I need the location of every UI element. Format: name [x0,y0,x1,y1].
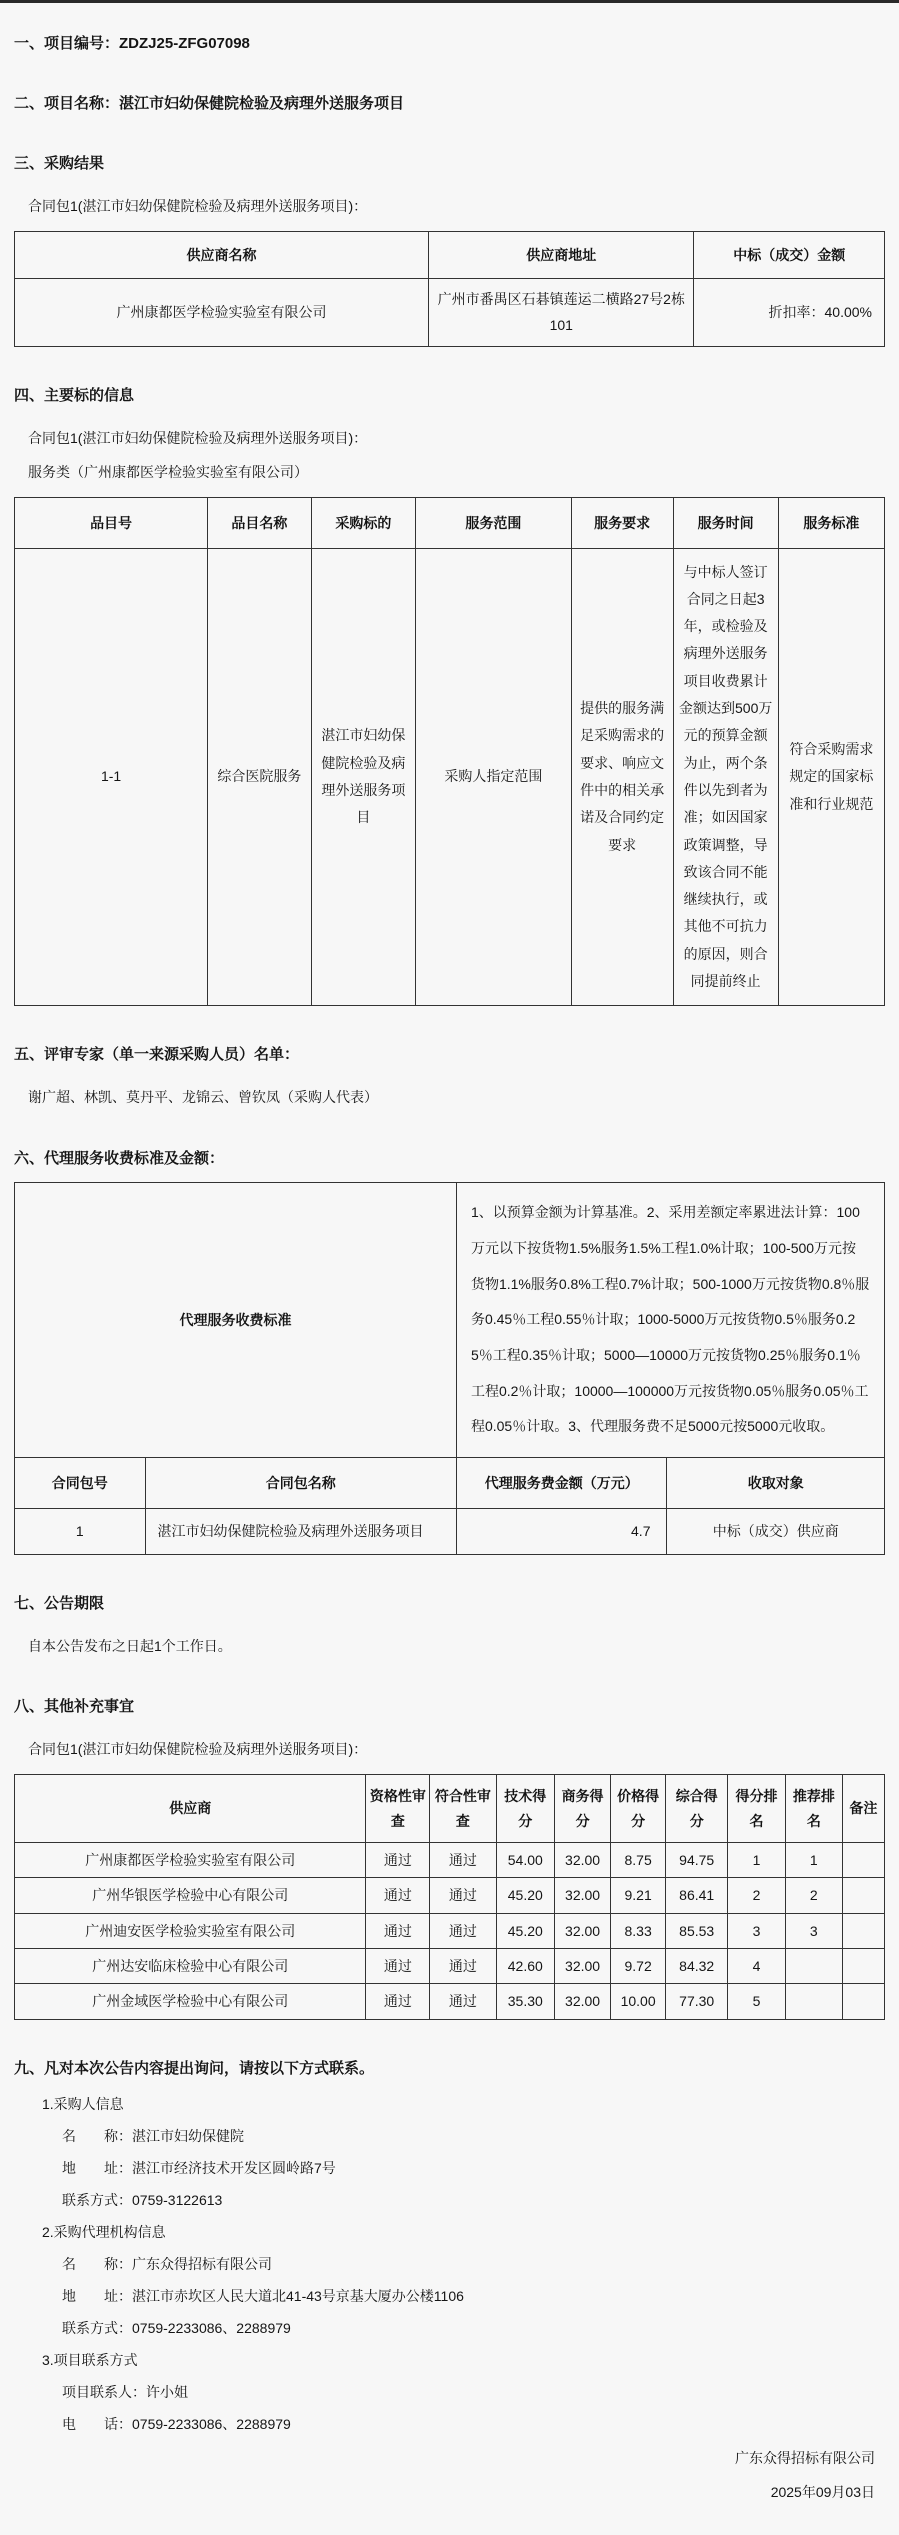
table-row [15,1949,885,1984]
column-header-service-time: 服务时间 [673,497,778,548]
table-row [15,1984,885,2019]
table-cell: 提供的服务满足采购需求的要求、响应文件中的相关承诺及合同约定要求 [571,548,673,1006]
table-cell: 85.53 [666,1913,728,1948]
table-header-row [15,1457,885,1508]
column-header-service-requirement: 服务要求 [571,497,673,548]
agent-info-title: 2.采购代理机构信息 [42,2223,166,2240]
section-supplementary-title: 八、其他补充事宜 [14,1698,135,1716]
buyer-name: 名 称：湛江市妇幼保健院 [62,2127,244,2144]
subject-category-label: 服务类（广州康都医学检验实验室有限公司） [28,463,308,480]
table-cell: 综合医院服务 [208,548,312,1006]
project-name-value: 湛江市妇幼保健院检验及病理外送服务项目 [119,95,405,112]
table-cell: 湛江市妇幼保健院检验及病理外送服务项目 [311,548,415,1006]
table-cell: 32.00 [555,1949,611,1984]
table-cell: 77.30 [666,1984,728,2019]
table-cell: 通过 [430,1843,496,1878]
project-contact-phone: 电 话：0759-2233086、2288979 [62,2415,291,2432]
table-row [15,1878,885,1913]
agency-fee-table [14,1182,885,1554]
table-cell: 45.20 [496,1878,555,1913]
table-row [15,1913,885,1948]
table-cell [842,1843,884,1878]
table-cell: 广州金域医学检验中心有限公司 [15,1984,366,2019]
buyer-info-title: 1.采购人信息 [42,2095,124,2112]
table-cell: 1 [728,1843,786,1878]
section-agency-fee-title: 六、代理服务收费标准及金额： [14,1150,225,1168]
experts-list: 谢广超、林凯、莫丹平、龙锦云、曾钦凤（采购人代表） [28,1089,378,1106]
table-cell [842,1878,884,1913]
column-header-remark: 备注 [842,1775,884,1843]
section-notice-period-title: 七、公告期限 [14,1594,105,1612]
table-cell: 32.00 [555,1843,611,1878]
column-header-conformity-review: 符合性审查 [430,1775,496,1843]
column-header-recommend-rank: 推荐排名 [785,1775,842,1843]
table-row [15,278,885,346]
table-cell: 3 [728,1913,786,1948]
table-cell: 广州康都医学检验实验室有限公司 [15,1843,366,1878]
score-package-label: 合同包1(湛江市妇幼保健院检验及病理外送服务项目)： [28,1741,368,1758]
table-cell: 通过 [366,1949,430,1984]
table-row [15,1508,885,1554]
section-procurement-result-title: 三、采购结果 [14,155,105,172]
subject-package-label: 合同包1(湛江市妇幼保健院检验及病理外送服务项目)： [28,429,368,446]
table-cell: 广州康都医学检验实验室有限公司 [15,278,429,346]
table-cell: 1 [15,1508,146,1554]
column-header-total-score: 综合得分 [666,1775,728,1843]
table-cell: 32.00 [555,1878,611,1913]
table-cell: 9.21 [611,1878,666,1913]
table-cell: 通过 [430,1949,496,1984]
project-contact-title: 3.项目联系方式 [42,2351,138,2368]
column-header-package-no: 合同包号 [15,1457,146,1508]
table-cell [842,1913,884,1948]
agent-name: 名 称：广东众得招标有限公司 [62,2255,272,2272]
table-cell: 广州市番禺区石碁镇莲运二横路27号2栋101 [429,278,694,346]
table-cell: 4 [728,1949,786,1984]
column-header-fee-amount: 代理服务费金额（万元） [456,1457,667,1508]
table-cell: 10.00 [611,1984,666,2019]
page-top-divider [0,0,899,3]
table-cell: 45.20 [496,1913,555,1948]
column-header-service-standard: 服务标准 [778,497,884,548]
notice-period-text: 自本公告发布之日起1个工作日。 [28,1637,232,1654]
column-header-supplier-name: 供应商名称 [15,231,429,278]
table-cell: 32.00 [555,1984,611,2019]
project-name-label: 二、项目名称： [14,95,120,112]
column-header-fee-payer: 收取对象 [667,1457,885,1508]
table-cell: 1 [785,1843,842,1878]
footer-date: 2025年09月03日 [770,2483,875,2500]
table-cell: 4.7 [456,1508,667,1554]
evaluation-score-table [14,1774,885,2019]
column-header-score-rank: 得分排名 [728,1775,786,1843]
table-cell: 湛江市妇幼保健院检验及病理外送服务项目 [145,1508,456,1554]
footer-company-name: 广东众得招标有限公司 [735,2449,875,2466]
column-header-service-scope: 服务范围 [416,497,572,548]
section-project-name [14,93,885,115]
table-cell: 通过 [366,1878,430,1913]
table-cell: 5 [728,1984,786,2019]
table-cell: 2 [785,1878,842,1913]
table-header-row [15,231,885,278]
table-cell: 通过 [366,1843,430,1878]
column-header-supplier-address: 供应商地址 [429,231,694,278]
contact-block [14,2088,885,2440]
column-header-price-score: 价格得分 [611,1775,666,1843]
table-cell: 35.30 [496,1984,555,2019]
table-cell: 94.75 [666,1843,728,1878]
table-cell: 采购人指定范围 [416,548,572,1006]
table-cell: 广州华银医学检验中心有限公司 [15,1878,366,1913]
table-row [15,548,885,1006]
table-cell: 8.33 [611,1913,666,1948]
table-cell: 折扣率：40.00% [694,278,885,346]
table-cell: 9.72 [611,1949,666,1984]
table-cell [785,1984,842,2019]
section-contact-title: 九、凡对本次公告内容提出询问，请按以下方式联系。 [14,2059,375,2077]
table-row [15,1843,885,1878]
table-cell: 84.32 [666,1949,728,1984]
table-cell: 通过 [430,1878,496,1913]
table-cell: 通过 [366,1913,430,1948]
column-header-subject: 采购标的 [311,497,415,548]
table-cell: 广州迪安医学检验实验室有限公司 [15,1913,366,1948]
fee-standard-row [15,1183,885,1458]
buyer-phone: 联系方式：0759-3122613 [62,2191,223,2208]
table-cell: 符合采购需求规定的国家标准和行业规范 [778,548,884,1006]
table-header-row [15,497,885,548]
project-number-value: ZDZJ25-ZFG07098 [119,35,250,52]
column-header-item-name: 品目名称 [208,497,312,548]
column-header-business-score: 商务得分 [555,1775,611,1843]
column-header-technical-score: 技术得分 [496,1775,555,1843]
table-cell: 8.75 [611,1843,666,1878]
main-subject-table [14,497,885,1007]
table-cell: 通过 [430,1913,496,1948]
table-cell: 与中标人签订合同之日起3年，或检验及病理外送服务项目收费累计金额达到500万元的预算金额为止，两个条件以先到者为准；如因国家政策调整，导致该合同不能继续执行，或其他不可抗力的原因，则合同提前终止 [673,548,778,1006]
table-cell: 广州达安临床检验中心有限公司 [15,1949,366,1984]
table-cell [842,1984,884,2019]
section-project-number [14,33,885,55]
table-cell: 通过 [430,1984,496,2019]
buyer-address: 地 址：湛江市经济技术开发区圆岭路7号 [62,2159,336,2176]
fee-standard-text: 1、以预算金额为计算基准。2、采用差额定率累进法计算：100万元以下按货物1.5%服务1.5%工程1.0%计取；100-500万元按货物1.1%服务0.8%工程0.7%计取；500-1000万元按货物0.8％服务0.45％工程0.55％计取；1000-5000万元按货物0.5％服务0.25％工程0.35％计取；5000—10000万元按货物0.25％服务0.1％工程0.2％计取；10000—100000万元按货物0.05％服务0.05％工程0.05％计取。3、代理服务费不足5000元按5000元收取。 [456,1183,884,1458]
table-cell: 1-1 [15,548,208,1006]
table-cell: 2 [728,1878,786,1913]
table-cell: 32.00 [555,1913,611,1948]
section-main-subject-title: 四、主要标的信息 [14,386,135,404]
table-cell [785,1949,842,1984]
project-contact-person: 项目联系人：许小姐 [62,2383,188,2400]
column-header-package-name: 合同包名称 [145,1457,456,1508]
column-header-item-no: 品目号 [15,497,208,548]
table-cell: 通过 [366,1984,430,2019]
table-header-row [15,1775,885,1843]
table-cell: 42.60 [496,1949,555,1984]
table-cell: 86.41 [666,1878,728,1913]
procurement-result-table [14,231,885,347]
agent-address: 地 址：湛江市赤坎区人民大道北41-43号京基大厦办公楼1106 [62,2287,464,2304]
column-header-qualification-review: 资格性审查 [366,1775,430,1843]
project-number-label: 一、项目编号： [14,35,120,52]
column-header-supplier: 供应商 [15,1775,366,1843]
table-cell: 54.00 [496,1843,555,1878]
table-cell: 中标（成交）供应商 [667,1508,885,1554]
agent-phone: 联系方式：0759-2233086、2288979 [62,2319,291,2336]
table-cell: 3 [785,1913,842,1948]
section-experts-title: 五、评审专家（单一来源采购人员）名单： [14,1046,300,1064]
table-cell [842,1949,884,1984]
result-package-label: 合同包1(湛江市妇幼保健院检验及病理外送服务项目)： [28,198,368,214]
fee-standard-label: 代理服务收费标准 [15,1183,457,1458]
column-header-award-amount: 中标（成交）金额 [694,231,885,278]
